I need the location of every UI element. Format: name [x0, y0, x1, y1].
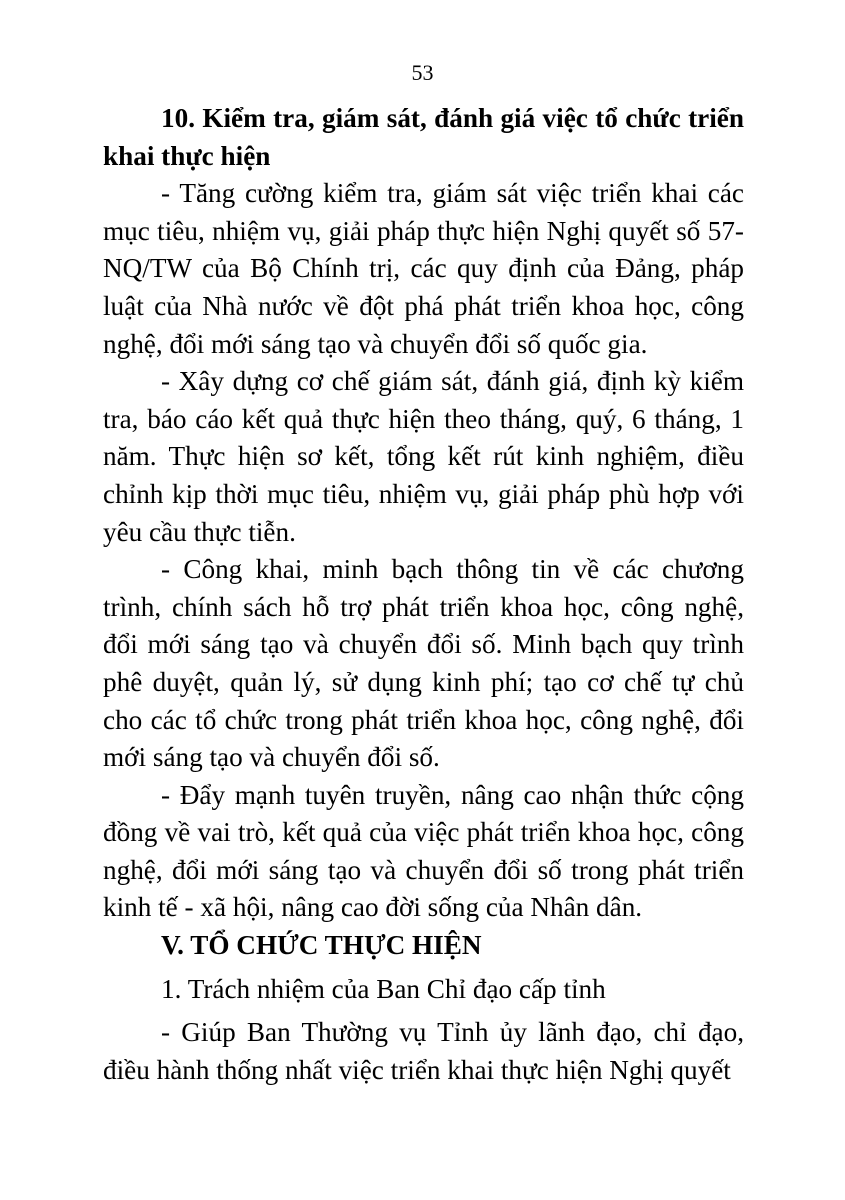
section-10-heading: 10. Kiểm tra, giám sát, đánh giá việc tổ chức triển khai thực hiện: [103, 103, 744, 171]
paragraph-inspection: - Tăng cường kiểm tra, giám sát việc triển khai các mục tiêu, nhiệm vụ, giải pháp thực hiện Nghị quyết số 57-NQ/TW của Bộ Chính trị, các quy định của Đảng, pháp luật của Nhà nước về đột phá phát triển khoa học, công nghệ, đổi mới sáng tạo và chuyển đổi số quốc gia.: [103, 178, 744, 359]
section-v-heading: V. TỔ CHỨC THỰC HIỆN: [161, 930, 482, 961]
page-body: [103, 100, 744, 1089]
subsection-1-heading: 1. Trách nhiệm của Ban Chỉ đạo cấp tỉnh: [161, 973, 606, 1004]
paragraph-monitoring-mechanism: - Xây dựng cơ chế giám sát, đánh giá, định kỳ kiểm tra, báo cáo kết quả thực hiện theo tháng, quý, 6 tháng, 1 năm. Thực hiện sơ kết, tổng kết rút kinh nghiệm, điều chỉnh kịp thời mục tiêu, nhiệm vụ, giải pháp phù hợp với yêu cầu thực tiễn.: [103, 366, 744, 547]
subsection-1-paragraph: - Giúp Ban Thường vụ Tỉnh ủy lãnh đạo, chỉ đạo, điều hành thống nhất việc triển khai thực hiện Nghị quyết: [103, 1017, 744, 1085]
paragraph-transparency: - Công khai, minh bạch thông tin về các chương trình, chính sách hỗ trợ phát triển khoa học, công nghệ, đổi mới sáng tạo và chuyển đổi số. Minh bạch quy trình phê duyệt, quản lý, sử dụng kinh phí; tạo cơ chế tự chủ cho các tổ chức trong phát triển khoa học, công nghệ, đổi mới sáng tạo và chuyển đổi số.: [103, 554, 744, 773]
paragraph-propaganda: - Đẩy mạnh tuyên truyền, nâng cao nhận thức cộng đồng về vai trò, kết quả của việc phát triển khoa học, công nghệ, đổi mới sáng tạo và chuyển đổi số trong phát triển kinh tế - xã hội, nâng cao đời sống của Nhân dân.: [103, 779, 744, 923]
page-number: 53: [411, 60, 434, 85]
